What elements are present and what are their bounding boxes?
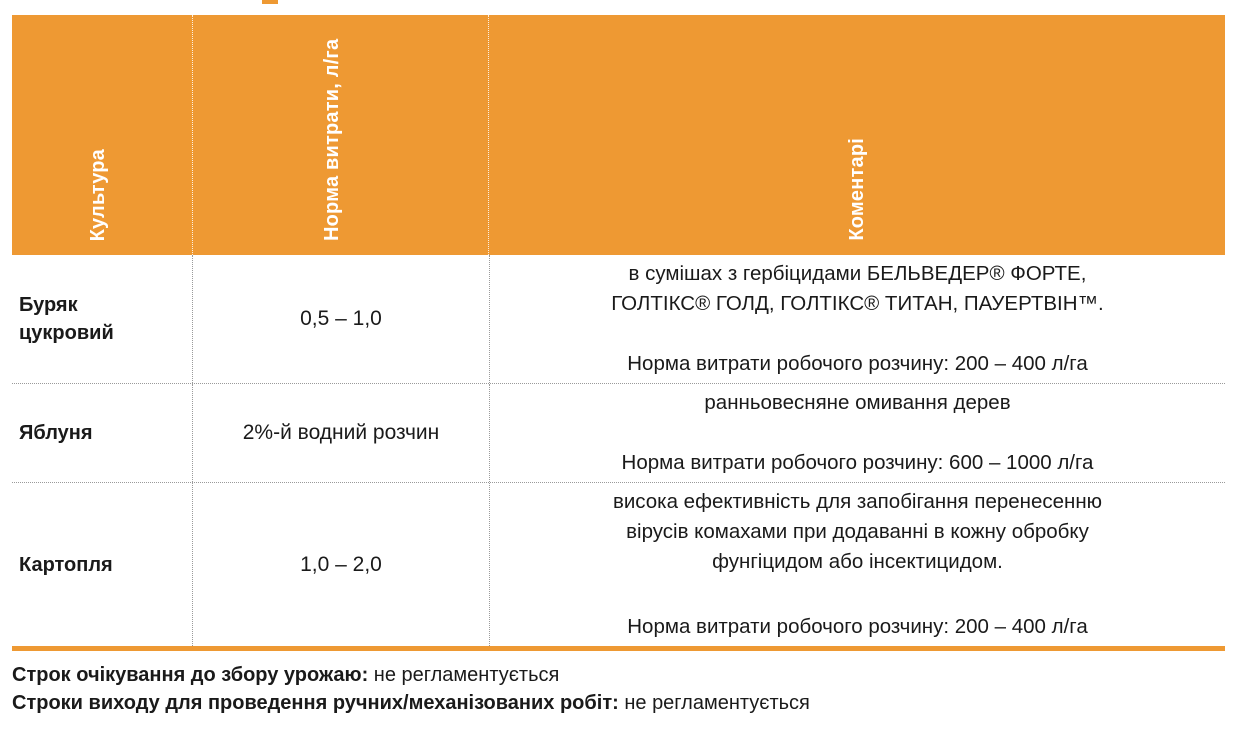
note-label: Строк очікування до збору урожаю: — [12, 664, 369, 686]
table-row — [12, 255, 1225, 383]
solution-rate: Норма витрати робочого розчину: 200 – 400 л/га — [627, 352, 1088, 375]
header-crop: Культура — [87, 148, 109, 241]
header-cell-comments — [488, 15, 1225, 255]
comment-text: в сумішах з гербіцидами БЕЛЬВЕДЕР® ФОРТЕ, ГОЛТІКС® ГОЛД, ГОЛТІКС® ТИТАН, ПАУЕРТВІН™. — [611, 262, 1104, 315]
note-work-reentry — [12, 689, 810, 717]
application-table — [12, 15, 1225, 646]
crop-name — [12, 255, 192, 383]
table-bottom-border — [12, 646, 1225, 651]
rate-value: 2%-й водний розчин — [192, 384, 490, 482]
comment-text: ранньовесняне омивання дерев — [704, 391, 1011, 414]
table-row — [12, 482, 1225, 646]
comment-text: висока ефективність для запобігання перенесенню вірусів комахами при додаванні в кожну обробку фунгіцидом або інсектицидом. — [612, 490, 1103, 573]
table-row — [12, 383, 1225, 482]
header-rate: Норма витрати, л/га — [321, 38, 343, 241]
solution-rate: Норма витрати робочого розчину: 200 – 400 л/га — [627, 615, 1088, 638]
note-label: Строки виходу для проведення ручних/механізованих робіт: — [12, 692, 619, 714]
crop-name: Картопля — [19, 553, 113, 576]
note-value: не регламентується — [368, 664, 560, 686]
note-harvest-wait — [12, 661, 810, 689]
comment-cell — [490, 255, 1225, 383]
header-cell-crop — [12, 15, 192, 255]
solution-rate: Норма витрати робочого розчину: 600 – 1000 л/га — [621, 451, 1094, 474]
comment-cell — [490, 483, 1225, 646]
table-header — [12, 15, 1225, 255]
header-cell-rate — [192, 15, 488, 255]
crop-name: Яблуня — [19, 422, 93, 444]
comment-cell — [490, 384, 1225, 482]
rate-value: 1,0 – 2,0 — [192, 483, 490, 646]
notes — [12, 661, 810, 717]
table-body — [12, 255, 1225, 646]
header-comments: Коментарі — [846, 138, 868, 241]
crop-name-text: Буряк цукровий — [19, 294, 114, 344]
note-value: не регламентується — [618, 692, 810, 714]
rate-value: 0,5 – 1,0 — [192, 255, 490, 383]
accent-mark — [262, 0, 278, 4]
